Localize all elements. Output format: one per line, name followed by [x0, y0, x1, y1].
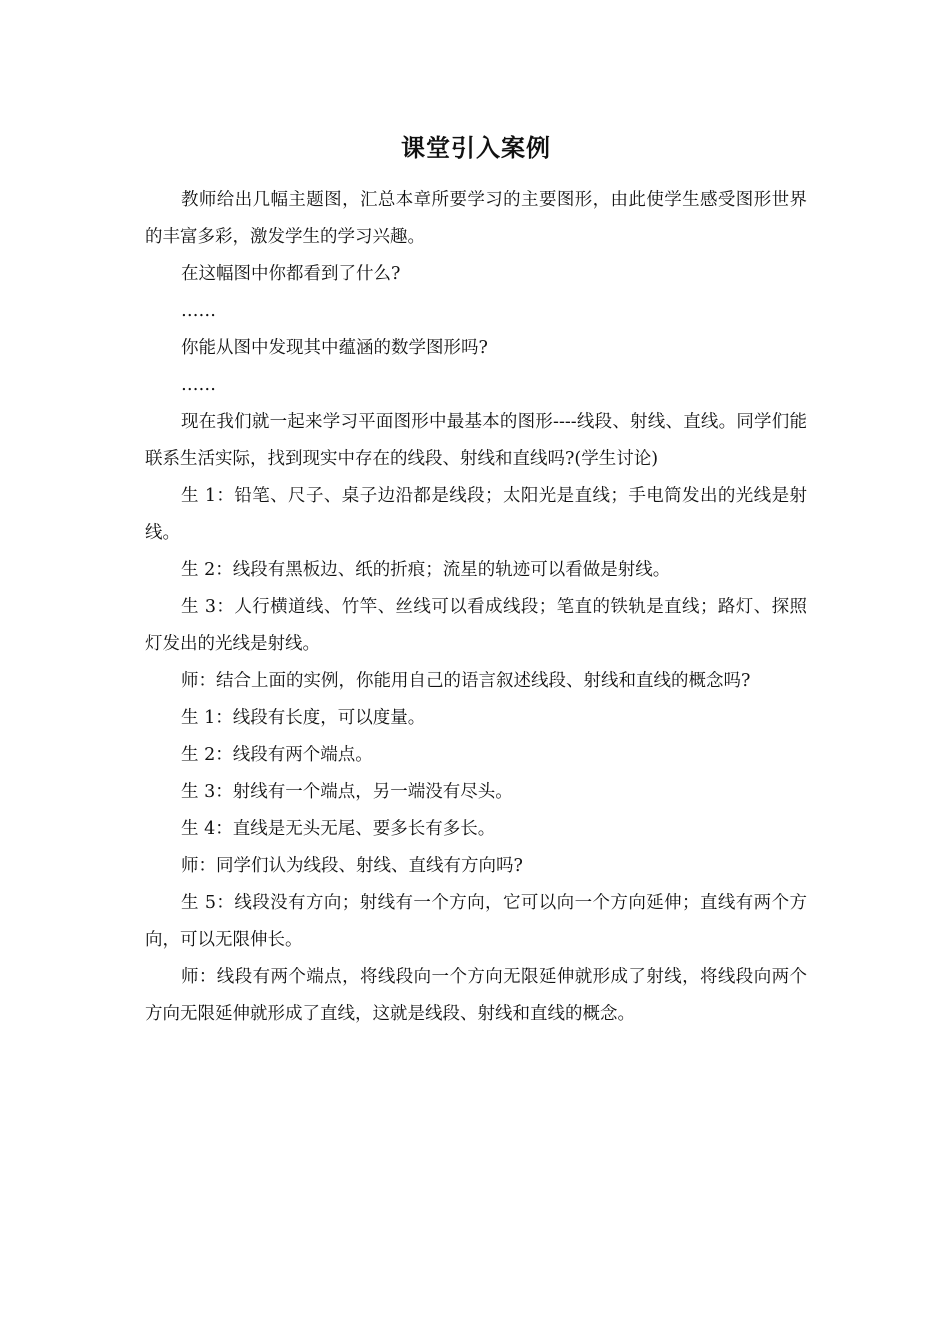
paragraph-student-1: 生 1：铅笔、尺子、桌子边沿都是线段；太阳光是直线；手电筒发出的光线是射线。	[145, 486, 807, 543]
paragraph-answer-1: 生 1：线段有长度，可以度量。	[181, 708, 426, 728]
document-title: 课堂引入案例	[401, 133, 551, 162]
paragraph-lesson-intro: 现在我们就一起来学习平面图形中最基本的图形----线段、射线、直线。同学们能联系生活实际，找到现实中存在的线段、射线和直线吗?(学生讨论)	[145, 412, 807, 469]
paragraph-answer-3: 生 3：射线有一个端点，另一端没有尽头。	[181, 782, 513, 802]
ellipsis-1: ……	[181, 301, 216, 321]
document-page	[145, 130, 807, 1033]
paragraph-teacher-1: 师：结合上面的实例，你能用自己的语言叙述线段、射线和直线的概念吗?	[181, 671, 751, 691]
paragraph-student-3: 生 3：人行横道线、竹竿、丝线可以看成线段；笔直的铁轨是直线；路灯、探照灯发出的光线是射线。	[145, 597, 807, 654]
paragraph-answer-2: 生 2：线段有两个端点。	[181, 745, 373, 765]
paragraph-teacher-2: 师：同学们认为线段、射线、直线有方向吗?	[181, 856, 523, 876]
ellipsis-2: ……	[181, 375, 216, 395]
paragraph-teacher-conclusion: 师：线段有两个端点，将线段向一个方向无限延伸就形成了射线，将线段向两个方向无限延伸就形成了直线，这就是线段、射线和直线的概念。	[145, 967, 807, 1024]
paragraph-answer-5: 生 5：线段没有方向；射线有一个方向，它可以向一个方向延伸；直线有两个方向，可以无限伸长。	[145, 893, 807, 950]
paragraph-student-2: 生 2：线段有黑板边、纸的折痕；流星的轨迹可以看做是射线。	[181, 560, 671, 580]
paragraph-answer-4: 生 4：直线是无头无尾、要多长有多长。	[181, 819, 496, 839]
paragraph-question-2: 你能从图中发现其中蕴涵的数学图形吗?	[181, 338, 488, 358]
paragraph-intro: 教师给出几幅主题图，汇总本章所要学习的主要图形，由此使学生感受图形世界的丰富多彩，激发学生的学习兴趣。	[145, 190, 807, 247]
paragraph-question-1: 在这幅图中你都看到了什么?	[181, 264, 401, 284]
